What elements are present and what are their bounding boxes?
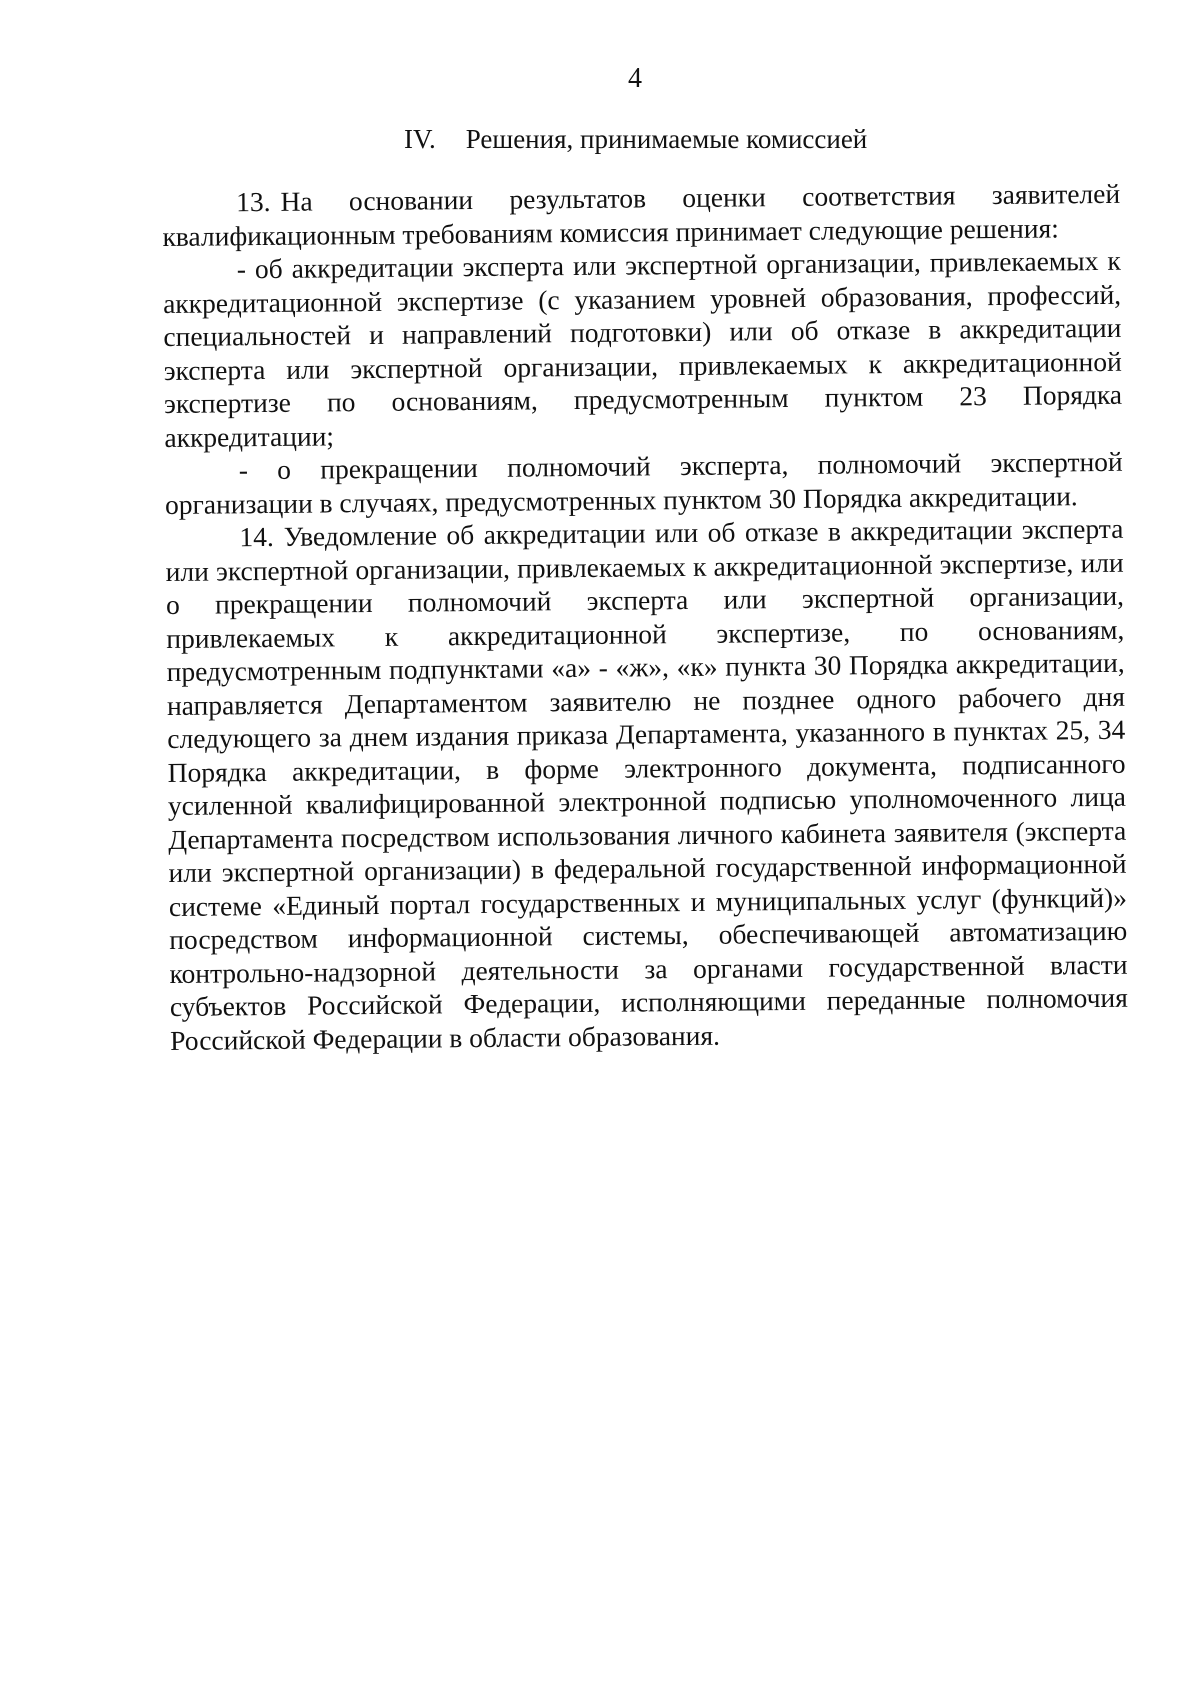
document-body bbox=[162, 177, 1128, 1057]
paragraph-14 bbox=[165, 512, 1128, 1057]
paragraph-13 bbox=[162, 177, 1121, 253]
section-heading bbox=[404, 122, 867, 156]
paragraph-13-item-termination bbox=[165, 445, 1124, 521]
paragraph-number: 14. bbox=[239, 520, 274, 553]
section-title: Решения, принимаемые комиссией bbox=[465, 124, 868, 154]
paragraph-text: - об аккредитации эксперта или экспертной организации, привлекаемых к аккредитационной экспертизе (с указанием уровней образования, профессий, специальностей и направлений подготовки) или об отказе в аккредитации эксперта или экспертной организации, привлекаемых к аккредитационной экспертизе по основаниям, предусмотренным пунктом 23 Порядка аккредитации; bbox=[162, 244, 1123, 453]
paragraph-number: 13. bbox=[236, 185, 271, 218]
paragraph-text: На основании результатов оценки соответствия заявителей квалификационным требованиям комиссия принимает следующие решения: bbox=[162, 177, 1121, 252]
paragraph-text: - о прекращении полномочий эксперта, полномочий экспертной организации в случаях, предусмотренных пунктом 30 Порядка аккредитации. bbox=[164, 445, 1123, 520]
page-number: 4 bbox=[628, 63, 642, 94]
paragraph-text: Уведомление об аккредитации или об отказе в аккредитации эксперта или экспертной организации, привлекаемых к аккредитационной экспертизе, или о прекращении полномочий эксперта или экспертной организации, привлекаемых к аккредитационной экспертизе, по основаниям, предусмотренным подпунктами «а» - «ж», «к» пункта 30 Порядка аккредитации, направляется Департаментом заявителю не позднее одного рабочего дня следующего за днем издания приказа Департамента, указанного в пунктах 25, 34 Порядка аккредитации, в форме электронного документа, подписанного усиленной квалифицированной электронной подписью уполномоченного лица Департамента посредством использования личного кабинета заявителя (эксперта или экспертной организации) в федеральной государственной информационной системе «Единый портал государственных и муниципальных услуг (функций)» посредством информационной системы, обеспечивающей автоматизацию контрольно-надзорной деятельности за органами государственной власти субъектов Российской Федерации, исполняющими переданные полномочия Российской Федерации в области образования. bbox=[165, 512, 1128, 1056]
section-number: IV. bbox=[404, 124, 436, 154]
paragraph-13-item-accreditation bbox=[163, 244, 1123, 454]
